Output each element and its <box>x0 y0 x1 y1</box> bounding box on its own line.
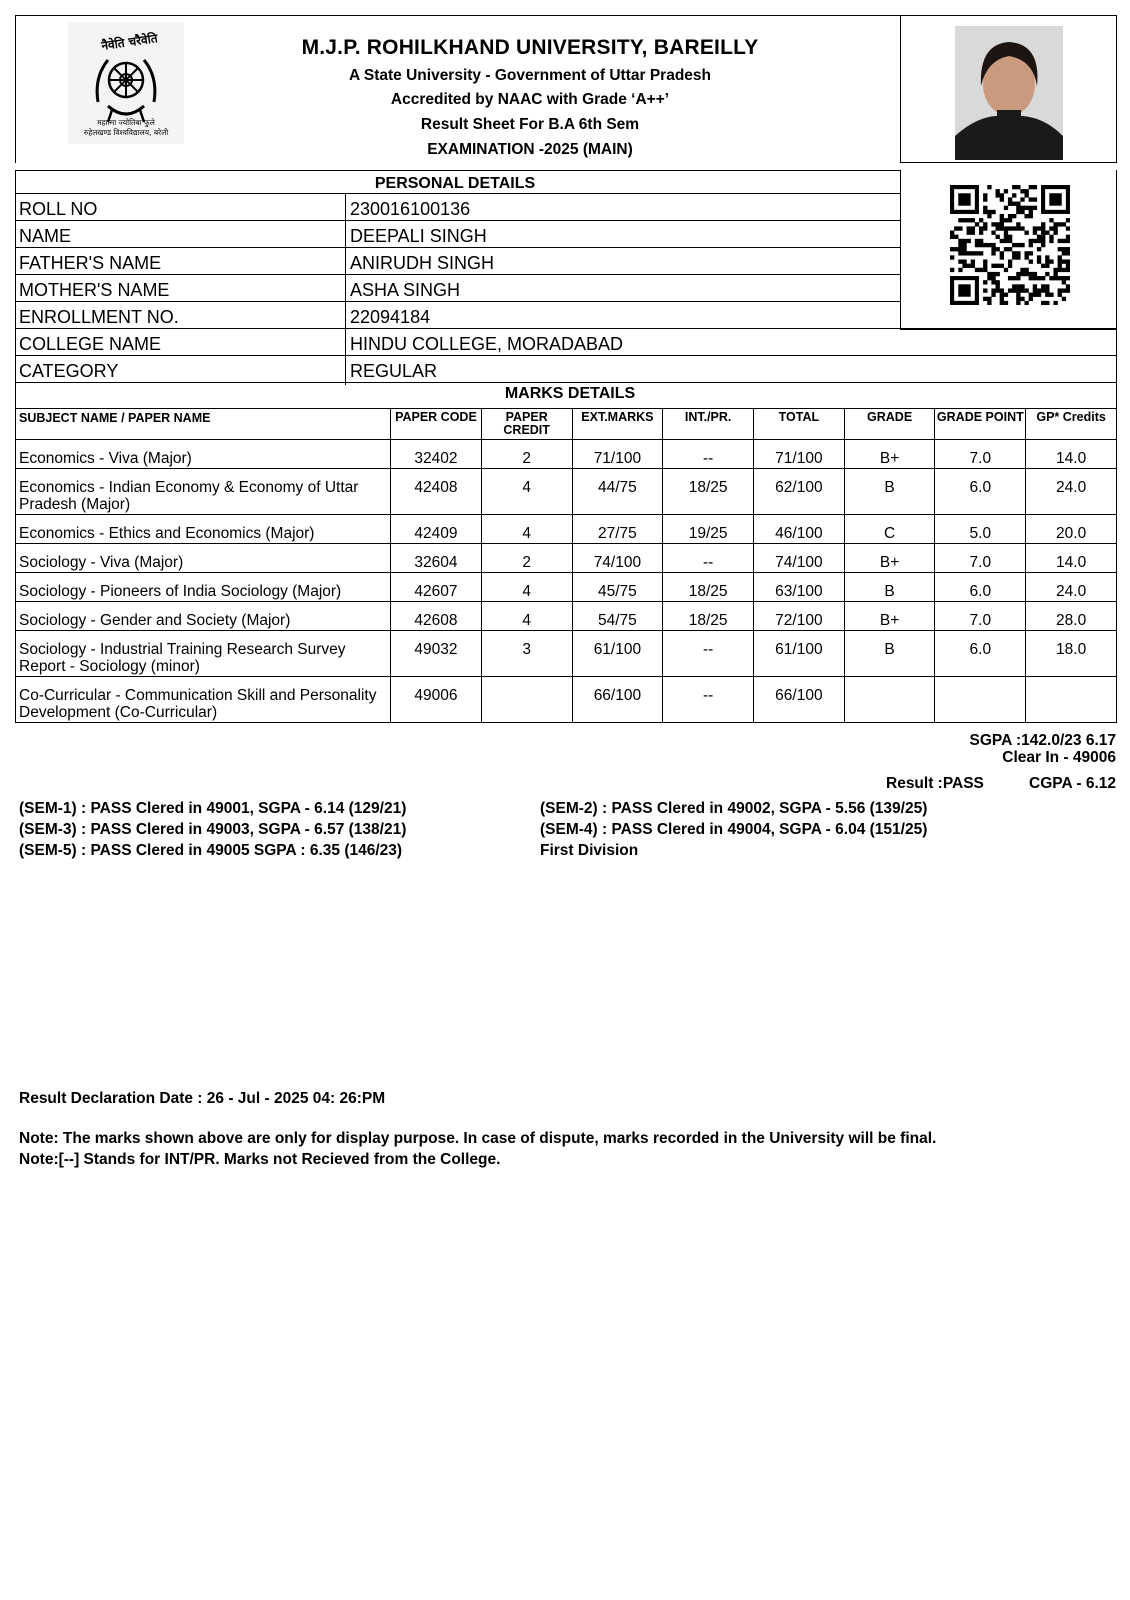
name-value: DEEPALI SINGH <box>350 226 487 246</box>
father-name-value: ANIRUDH SINGH <box>350 253 495 273</box>
int-pr-cell: -- <box>663 677 754 723</box>
paper-credit-cell: 4 <box>481 469 572 515</box>
examination-title: EXAMINATION -2025 (MAIN) <box>427 141 633 158</box>
clear-in: Clear In - 49006 <box>1002 749 1116 766</box>
grade-point-cell: 6.0 <box>935 573 1026 602</box>
paper-code-cell: 42409 <box>391 515 482 544</box>
note-int-pr: Note:[--] Stands for INT/PR. Marks not Recieved from the College. <box>19 1151 501 1168</box>
ext-marks-cell: 61/100 <box>572 631 663 677</box>
grade-point-cell: 6.0 <box>935 631 1026 677</box>
mother-name-label: MOTHER'S NAME <box>19 280 170 300</box>
paper-credit-cell <box>481 677 572 723</box>
marks-row <box>16 440 1117 469</box>
col-grade: GRADE <box>844 409 935 440</box>
marks-row <box>16 515 1117 544</box>
gp-credits-cell: 14.0 <box>1026 544 1117 573</box>
roll-no-label: ROLL NO <box>19 199 98 219</box>
logo-motto: नैवेति चरैवेति <box>100 31 159 53</box>
grade-cell: B+ <box>844 544 935 573</box>
sem-3-result: (SEM-3) : PASS Clered in 49003, SGPA - 6.57 (138/21) <box>19 821 407 838</box>
grade-point-cell: 5.0 <box>935 515 1026 544</box>
ext-marks-cell: 66/100 <box>572 677 663 723</box>
qr-code <box>950 185 1070 305</box>
accreditation: Accredited by NAAC with Grade ‘A++’ <box>390 91 670 108</box>
marks-row <box>16 573 1117 602</box>
marks-row <box>16 677 1117 723</box>
gp-credits-cell <box>1026 677 1117 723</box>
enrollment-value: 22094184 <box>350 307 431 327</box>
result-declaration-date: Result Declaration Date : 26 - Jul - 2025 04: 26:PM <box>19 1090 386 1107</box>
divider <box>15 170 901 171</box>
father-name-label: FATHER'S NAME <box>19 253 162 273</box>
grade-cell: B+ <box>844 602 935 631</box>
ext-marks-cell: 71/100 <box>572 440 663 469</box>
grade-point-cell: 7.0 <box>935 440 1026 469</box>
student-photo <box>955 26 1063 160</box>
paper-code-cell: 32604 <box>391 544 482 573</box>
result-sheet-title: Result Sheet For B.A 6th Sem <box>420 116 640 133</box>
division: First Division <box>540 842 639 859</box>
university-name: M.J.P. ROHILKHAND UNIVERSITY, BAREILLY <box>301 36 759 59</box>
gp-credits-cell: 20.0 <box>1026 515 1117 544</box>
col-paper-code: PAPER CODE <box>391 409 482 440</box>
total-cell: 61/100 <box>754 631 845 677</box>
logo-caption-2: रुहेलखण्ड विश्वविद्यालय, बरेली <box>83 128 169 137</box>
gp-credits-cell: 18.0 <box>1026 631 1117 677</box>
marks-table <box>15 408 1117 723</box>
roll-no-value: 230016100136 <box>350 199 471 219</box>
sgpa-summary: SGPA :142.0/23 6.17 <box>969 732 1116 749</box>
ext-marks-cell: 44/75 <box>572 469 663 515</box>
subject-cell: Sociology - Industrial Training Research Survey Report - Sociology (minor) <box>16 631 391 677</box>
logo-caption-1: महात्मा ज्योतिबा फुले <box>97 118 155 127</box>
col-ext-marks: EXT.MARKS <box>572 409 663 440</box>
int-pr-cell: 18/25 <box>663 602 754 631</box>
marks-header-row <box>16 409 1117 440</box>
divider <box>15 193 901 194</box>
paper-credit-cell: 4 <box>481 573 572 602</box>
gp-credits-cell: 24.0 <box>1026 469 1117 515</box>
int-pr-cell: -- <box>663 544 754 573</box>
paper-code-cell: 32402 <box>391 440 482 469</box>
ext-marks-cell: 54/75 <box>572 602 663 631</box>
grade-cell: C <box>844 515 935 544</box>
int-pr-cell: 18/25 <box>663 573 754 602</box>
name-label: NAME <box>19 226 72 246</box>
int-pr-cell: 18/25 <box>663 469 754 515</box>
cgpa: CGPA - 6.12 <box>1029 775 1116 792</box>
grade-point-cell <box>935 677 1026 723</box>
paper-credit-cell: 2 <box>481 544 572 573</box>
ext-marks-cell: 45/75 <box>572 573 663 602</box>
total-cell: 62/100 <box>754 469 845 515</box>
marks-row <box>16 631 1117 677</box>
marks-details-title: MARKS DETAILS <box>504 385 636 402</box>
personal-details-title: PERSONAL DETAILS <box>374 175 536 192</box>
grade-point-cell: 7.0 <box>935 602 1026 631</box>
int-pr-cell: 19/25 <box>663 515 754 544</box>
total-cell: 46/100 <box>754 515 845 544</box>
gp-credits-cell: 24.0 <box>1026 573 1117 602</box>
total-cell: 74/100 <box>754 544 845 573</box>
paper-code-cell: 49006 <box>391 677 482 723</box>
result-status: Result :PASS <box>886 775 984 792</box>
subject-cell: Economics - Viva (Major) <box>16 440 391 469</box>
col-total: TOTAL <box>754 409 845 440</box>
sem-1-result: (SEM-1) : PASS Clered in 49001, SGPA - 6.14 (129/21) <box>19 800 407 817</box>
mother-name-value: ASHA SINGH <box>350 280 461 300</box>
col-grade-point: GRADE POINT <box>935 409 1026 440</box>
ext-marks-cell: 74/100 <box>572 544 663 573</box>
grade-point-cell: 6.0 <box>935 469 1026 515</box>
paper-credit-cell: 4 <box>481 515 572 544</box>
paper-code-cell: 42608 <box>391 602 482 631</box>
college-value: HINDU COLLEGE, MORADABAD <box>350 334 624 354</box>
subject-cell: Economics - Ethics and Economics (Major) <box>16 515 391 544</box>
grade-cell: B <box>844 631 935 677</box>
college-label: COLLEGE NAME <box>19 334 162 354</box>
university-status: A State University - Government of Uttar Pradesh <box>348 67 712 84</box>
gp-credits-cell: 14.0 <box>1026 440 1117 469</box>
sem-4-result: (SEM-4) : PASS Clered in 49004, SGPA - 6.04 (151/25) <box>540 821 928 838</box>
int-pr-cell: -- <box>663 631 754 677</box>
total-cell: 71/100 <box>754 440 845 469</box>
subject-cell: Economics - Indian Economy & Economy of Uttar Pradesh (Major) <box>16 469 391 515</box>
note-display-purpose: Note: The marks shown above are only for display purpose. In case of dispute, marks recorded in the University will be final. <box>19 1130 937 1147</box>
category-label: CATEGORY <box>19 361 119 381</box>
paper-code-cell: 42408 <box>391 469 482 515</box>
sem-2-result: (SEM-2) : PASS Clered in 49002, SGPA - 5.56 (139/25) <box>540 800 928 817</box>
paper-credit-cell: 3 <box>481 631 572 677</box>
total-cell: 72/100 <box>754 602 845 631</box>
divider <box>345 193 346 385</box>
col-subject: SUBJECT NAME / PAPER NAME <box>16 409 391 440</box>
subject-cell: Sociology - Pioneers of India Sociology (Major) <box>16 573 391 602</box>
paper-credit-cell: 4 <box>481 602 572 631</box>
subject-cell: Co-Curricular - Communication Skill and Personality Development (Co-Curricular) <box>16 677 391 723</box>
grade-cell <box>844 677 935 723</box>
int-pr-cell: -- <box>663 440 754 469</box>
grade-cell: B <box>844 469 935 515</box>
paper-code-cell: 49032 <box>391 631 482 677</box>
marks-row <box>16 544 1117 573</box>
marks-row <box>16 602 1117 631</box>
paper-code-cell: 42607 <box>391 573 482 602</box>
grade-cell: B+ <box>844 440 935 469</box>
grade-cell: B <box>844 573 935 602</box>
grade-point-cell: 7.0 <box>935 544 1026 573</box>
subject-cell: Sociology - Gender and Society (Major) <box>16 602 391 631</box>
divider <box>15 170 16 385</box>
col-gp-credits: GP* Credits <box>1026 409 1117 440</box>
paper-credit-cell: 2 <box>481 440 572 469</box>
sem-5-result: (SEM-5) : PASS Clered in 49005 SGPA : 6.35 (146/23) <box>19 842 403 859</box>
university-logo <box>68 22 184 144</box>
col-paper-credit: PAPER CREDIT <box>481 409 572 440</box>
category-value: REGULAR <box>350 361 438 381</box>
total-cell: 66/100 <box>754 677 845 723</box>
subject-cell: Sociology - Viva (Major) <box>16 544 391 573</box>
ext-marks-cell: 27/75 <box>572 515 663 544</box>
marks-row <box>16 469 1117 515</box>
col-int-pr: INT./PR. <box>663 409 754 440</box>
enrollment-label: ENROLLMENT NO. <box>19 307 179 327</box>
total-cell: 63/100 <box>754 573 845 602</box>
gp-credits-cell: 28.0 <box>1026 602 1117 631</box>
